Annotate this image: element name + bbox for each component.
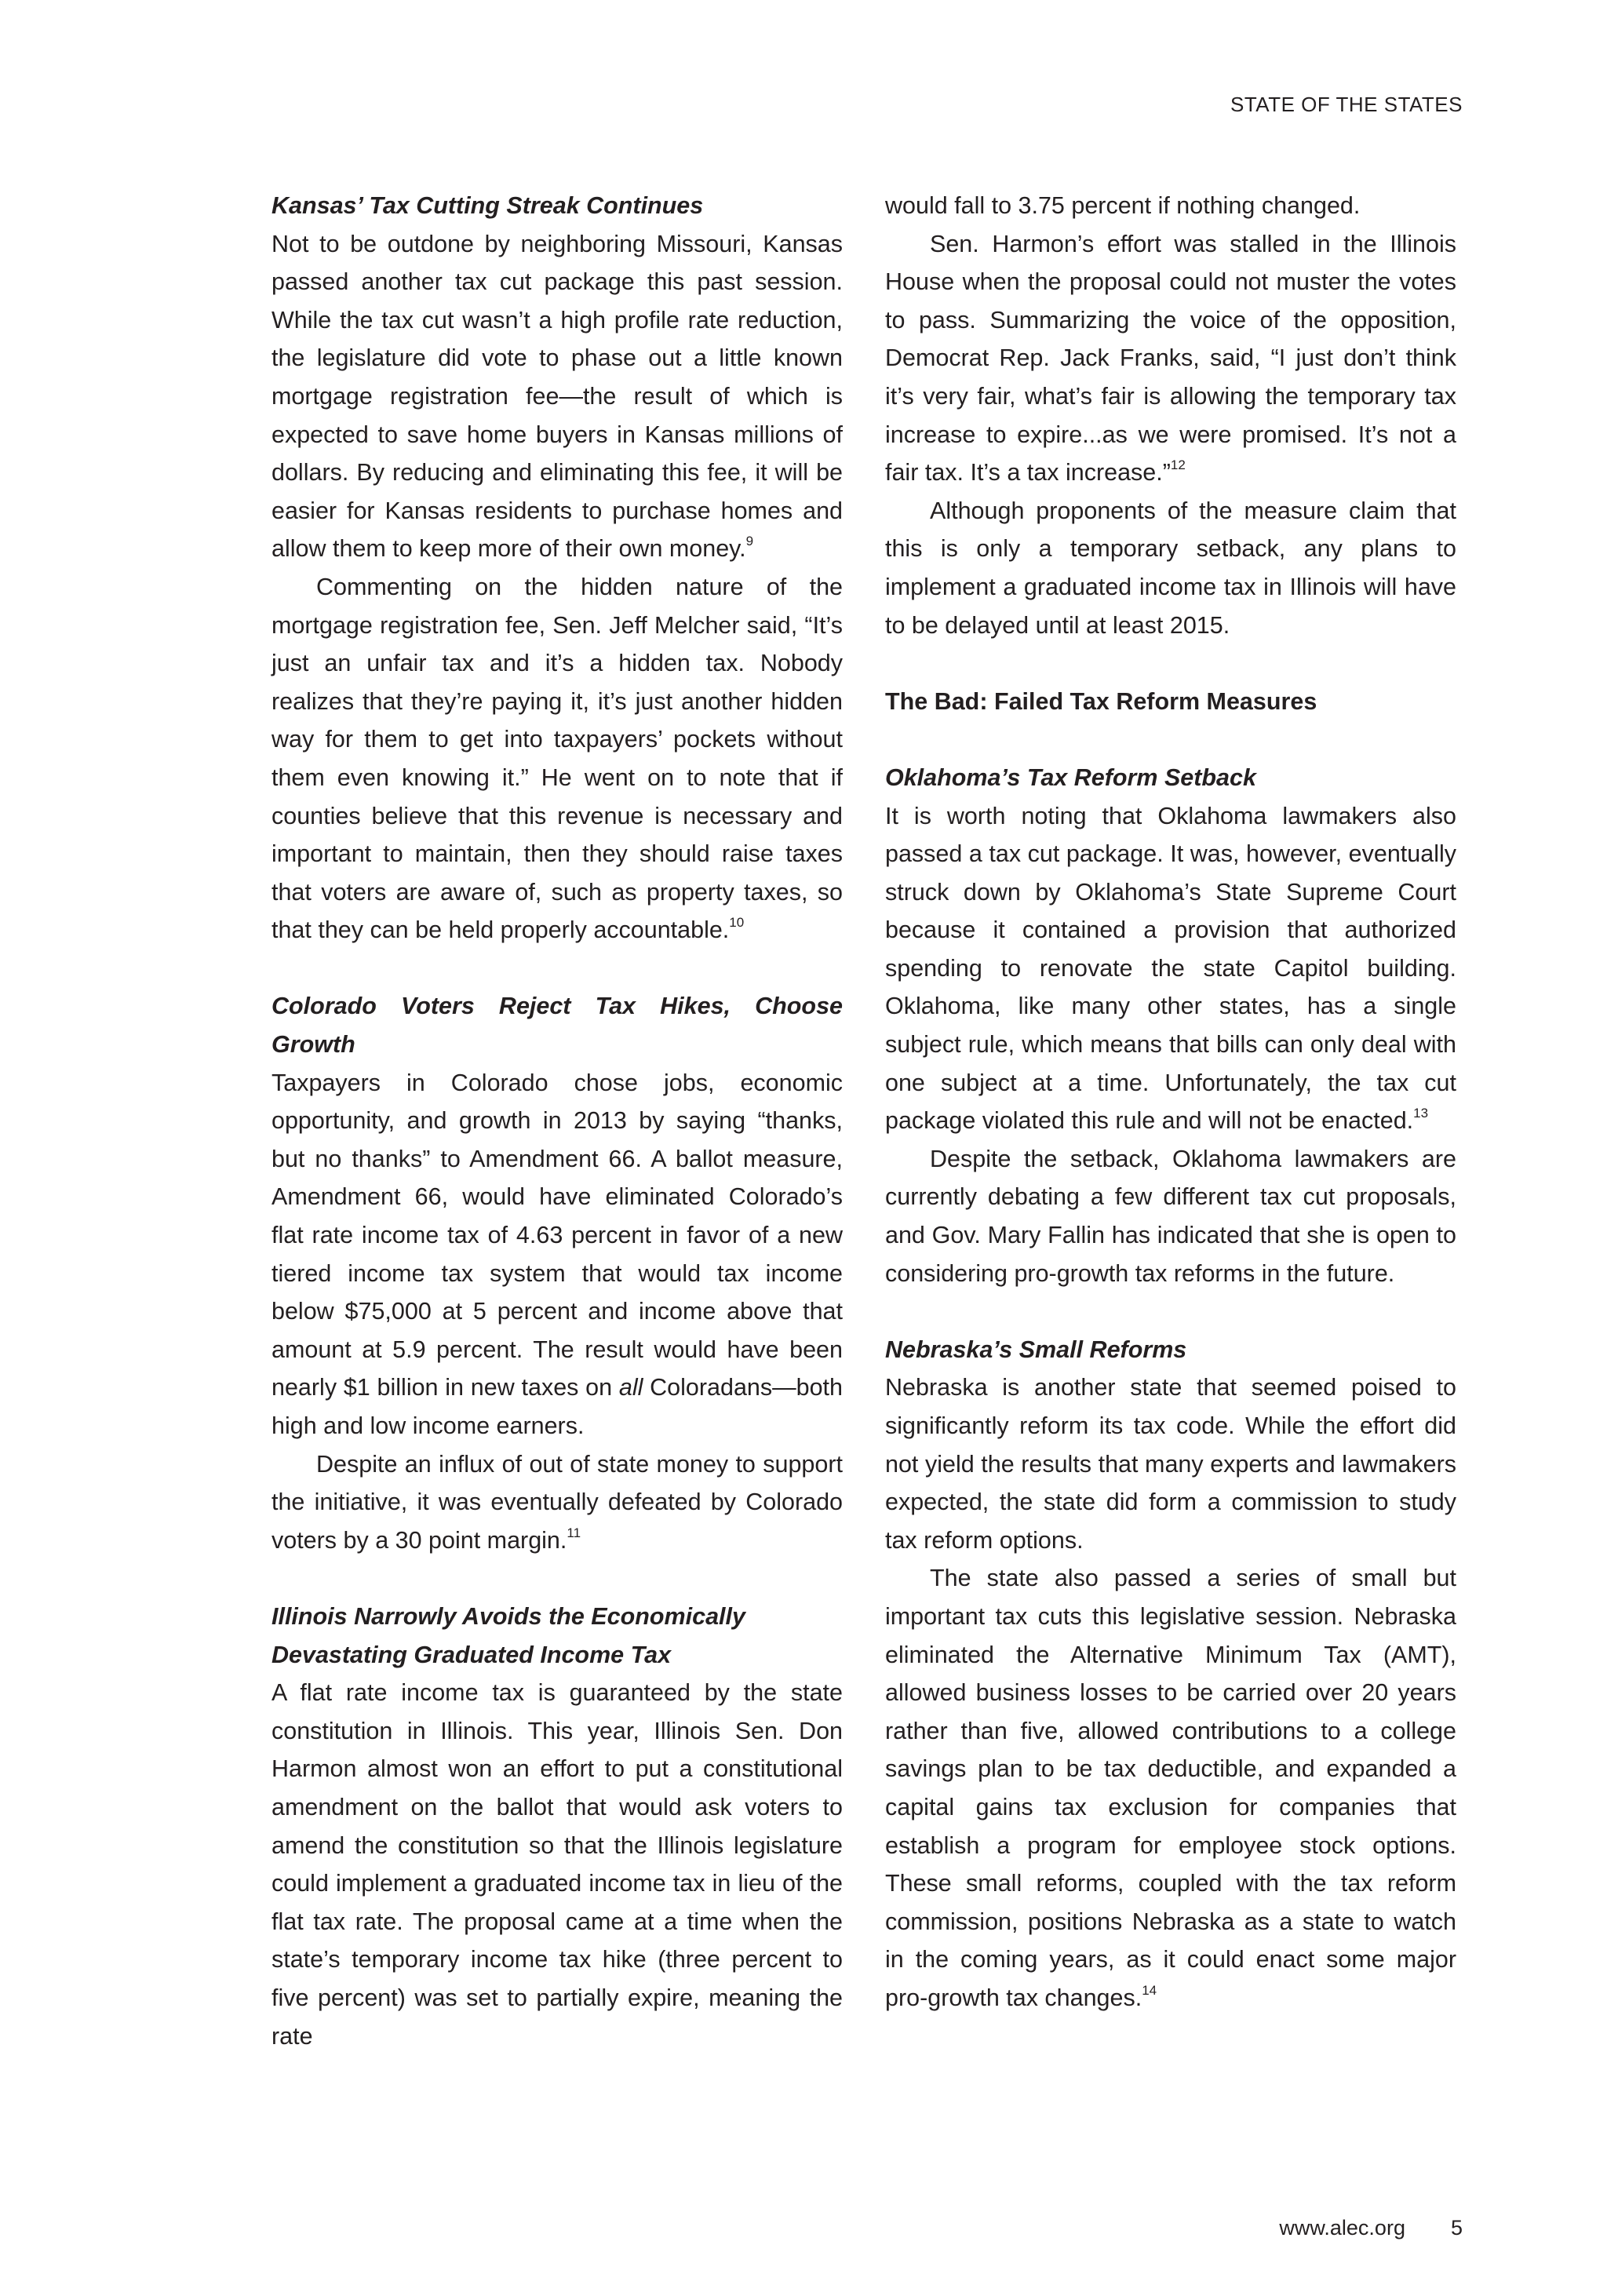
nebraska-paragraph-1: Nebraska is another state that seemed poised to significantly reform its tax code. While the effort did not yield the results that many experts and lawmakers expected, the state did form a commission to study tax reform options. bbox=[885, 1374, 1456, 1554]
bad-section-heading: The Bad: Failed Tax Reform Measures bbox=[885, 687, 1317, 715]
nebraska-heading: Nebraska’s Small Reforms bbox=[885, 1336, 1187, 1363]
page-footer bbox=[1279, 2216, 1463, 2240]
oklahoma-heading: Oklahoma’s Tax Reform Setback bbox=[885, 764, 1256, 791]
oklahoma-paragraph-2: Despite the setback, Oklahoma lawmakers are currently debating a few different tax cut proposals, and Gov. Mary Fallin has indicated that she is open to considering pro-growth tax reforms in the future. bbox=[885, 1145, 1456, 1287]
footer-url: www.alec.org bbox=[1279, 2216, 1405, 2240]
page-number: 5 bbox=[1450, 2216, 1463, 2240]
nebraska-paragraph-2: The state also passed a series of small but important tax cuts this legislative session. Nebraska eliminated the Alternative Minimum Tax (AMT), allowed business losses to be carried over 20 years rather than five, allowed contributions to a college savings plan to be tax deductible, and expanded a capital gains tax exclusion for companies that establish a program for employee stock options. These small reforms, coupled with the tax reform commission, positions Nebraska as a state to watch in the coming years, as it could enact some major pro-growth tax changes.$^{14}$ bbox=[885, 1565, 1456, 2011]
colorado-paragraph-2: Despite an influx of out of state money to support the initiative, it was eventually defeated by Colorado voters by a 30 point margin.$^{11}$ bbox=[271, 1450, 843, 1554]
oklahoma-paragraph-1: It is worth noting that Oklahoma lawmakers also passed a tax cut package. It was, however, eventually struck down by Oklahoma’s State Supreme Court because it contained a provision that authorized spending to renovate the state Capitol building. Oklahoma, like many other states, has a single subject rule, which means that bills can only deal with one subject at a time. Unfortunately, the tax cut package violated this rule and will not be enacted.$^{13}$ bbox=[885, 802, 1456, 1135]
left-column bbox=[271, 187, 843, 2055]
running-head: STATE OF THE STATES bbox=[1230, 93, 1463, 116]
footnote-ref-11: 11 bbox=[567, 1525, 581, 1540]
colorado-paragraph-1: Taxpayers in Colorado chose jobs, economic opportunity, and growth in 2013 by saying “thanks, but no thanks” to Amendment 66. A ballot measure, Amendment 66, would have eliminated Colorado’s flat rate income tax of 4.63 percent in favor of a new tiered income tax system that would tax income below $75,000 at 5 percent and income above that amount at 5.9 percent. The result would have been nearly $1 billion in new taxes on all Coloradans—both high and low income earners. bbox=[271, 1069, 843, 1439]
kansas-paragraph-2: Commenting on the hidden nature of the mortgage registration fee, Sen. Jeff Melcher said, “It’s just an unfair tax and it’s a hidden tax. Nobody realizes that they’re paying it, it’s just another hidden way for them to get into taxpayers’ pockets without them even knowing it.” He went on to note that if counties believe that this revenue is necessary and important to maintain, then they should raise taxes that voters are aware of, such as property taxes, so that they can be held properly accountable.$^{10}$ bbox=[271, 573, 843, 944]
right-column bbox=[885, 187, 1456, 2017]
illinois-paragraph-3: Although proponents of the measure claim that this is only a temporary setback, any plans to implement a graduated income tax in Illinois will have to be delayed until at least 2015. bbox=[885, 497, 1456, 639]
footnote-ref-13: 13 bbox=[1413, 1106, 1429, 1121]
illinois-paragraph-1-continued: would fall to 3.75 percent if nothing changed. bbox=[885, 192, 1361, 219]
illinois-paragraph-2: Sen. Harmon’s effort was stalled in the Illinois House when the proposal could not muster the votes to pass. Summarizing the voice of the opposition, Democrat Rep. Jack Franks, said, “I just don’t think it’s very fair, what’s fair is allowing the temporary tax increase to expire...as we were promised. It’s not a fair tax. It’s a tax increase.”$^{12}$ bbox=[885, 230, 1456, 487]
illinois-paragraph-1: A flat rate income tax is guaranteed by the state constitution in Illinois. This year, Illinois Sen. Don Harmon almost won an effort to put a constitutional amendment on the ballot that would ask voters to amend the constitution so that the Illinois legislature could implement a graduated income tax in lieu of the flat tax rate. The proposal came at a time when the state’s temporary income tax hike (three percent to five percent) was set to partially expire, meaning the rate bbox=[271, 1679, 843, 2050]
emphasis-all: all bbox=[618, 1374, 643, 1401]
illinois-heading: Illinois Narrowly Avoids the Economically Devastating Graduated Income Tax bbox=[271, 1602, 745, 1668]
colorado-heading: Colorado Voters Reject Tax Hikes, Choose Growth bbox=[271, 993, 843, 1059]
footnote-ref-14: 14 bbox=[1142, 1982, 1157, 1998]
footnote-ref-10: 10 bbox=[729, 915, 745, 931]
footnote-ref-12: 12 bbox=[1170, 457, 1186, 472]
footnote-ref-9: 9 bbox=[745, 534, 754, 549]
kansas-heading: Kansas’ Tax Cutting Streak Continues bbox=[271, 192, 704, 219]
kansas-paragraph-1: Not to be outdone by neighboring Missouri, Kansas passed another tax cut package this past session. While the tax cut wasn’t a high profile rate reduction, the legislature did vote to phase out a little known mortgage registration fee—the result of which is expected to save home buyers in Kansas millions of dollars. By reducing and eliminating this fee, it will be easier for Kansas residents to purchase homes and allow them to keep more of their own money.$^9$ bbox=[271, 230, 843, 563]
